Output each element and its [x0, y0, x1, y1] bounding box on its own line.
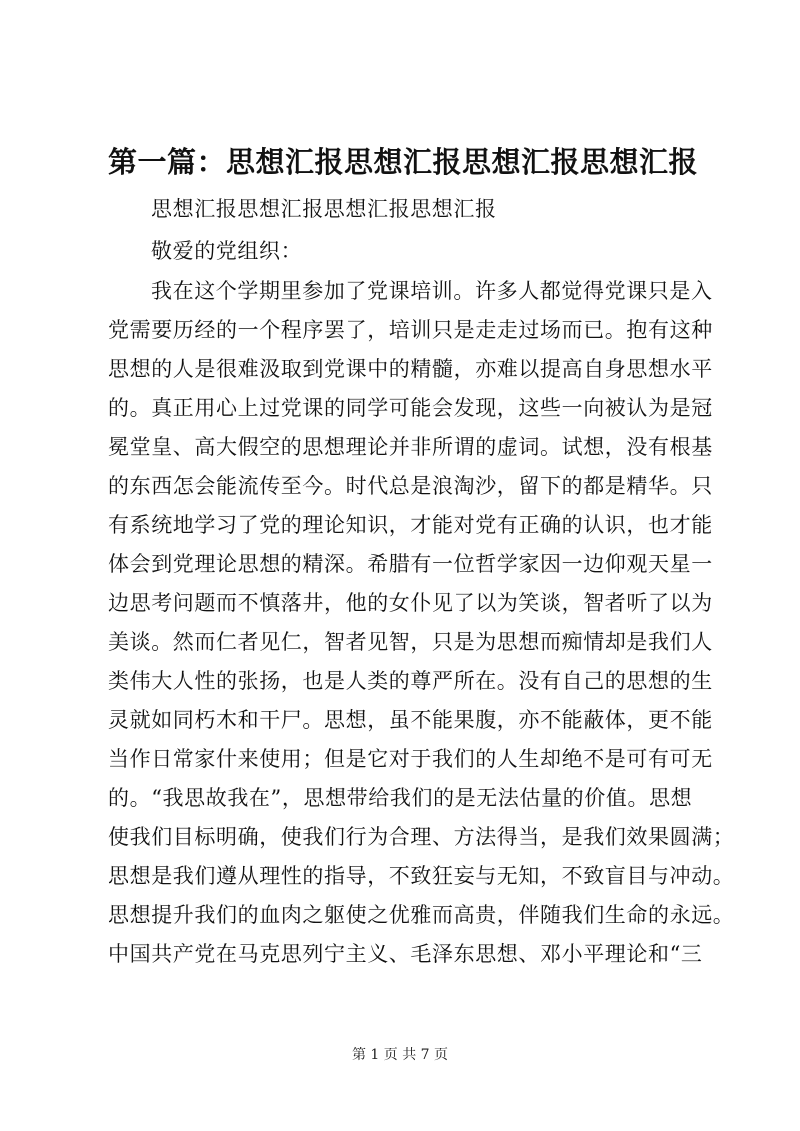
body-line: 我在这个学期里参加了党课培训。许多人都觉得党课只是入: [151, 279, 713, 303]
body-line: 思想提升我们的血肉之躯使之优雅而高贵，伴随我们生命的永远。: [108, 903, 735, 927]
body-line: 体会到党理论思想的精深。希腊有一位哲学家因一边仰观天星一: [108, 552, 713, 576]
body-line: 有系统地学习了党的理论知识，才能对党有正确的认识，也才能: [108, 513, 713, 537]
page-footer: 第 1 页 共 7 页: [351, 1047, 449, 1063]
body-line: 冕堂皇、高大假空的思想理论并非所谓的虚词。试想，没有根基: [108, 435, 713, 459]
body-line: 的。真正用心上过党课的同学可能会发现，这些一向被认为是冠: [108, 396, 713, 420]
salutation: 敬爱的党组织：: [151, 239, 303, 263]
document-subtitle: 思想汇报思想汇报思想汇报思想汇报: [151, 197, 497, 221]
body-line: 当作日常家什来使用；但是它对于我们的人生却绝不是可有可无: [108, 747, 713, 771]
body-line: 类伟大人性的张扬，也是人类的尊严所在。没有自己的思想的生: [108, 669, 713, 693]
body-line: 思想的人是很难汲取到党课中的精髓，亦难以提高自身思想水平: [108, 357, 713, 381]
body-line: 思想是我们遵从理性的指导，不致狂妄与无知，不致盲目与冲动。: [108, 864, 735, 888]
body-line: 党需要历经的一个程序罢了，培训只是走走过场而已。抱有这种: [108, 318, 713, 342]
body-line: 的。“我思故我在”，思想带给我们的是无法估量的价值。思想: [108, 786, 693, 810]
body-line: 灵就如同朽木和干尸。思想，虽不能果腹，亦不能蔽体，更不能: [108, 708, 713, 732]
body-line: 的东西怎会能流传至今。时代总是浪淘沙，留下的都是精华。只: [108, 474, 713, 498]
body-line: 使我们目标明确，使我们行为合理、方法得当，是我们效果圆满；: [108, 825, 735, 849]
body-line: 边思考问题而不慎落井，他的女仆见了以为笑谈，智者听了以为: [108, 591, 713, 615]
document-title: 第一篇：思想汇报思想汇报思想汇报思想汇报: [108, 145, 699, 179]
body-line: 美谈。然而仁者见仁，智者见智，只是为思想而痴情却是我们人: [108, 630, 713, 654]
body-line: 中国共产党在马克思列宁主义、毛泽东思想、邓小平理论和“三: [108, 942, 703, 966]
